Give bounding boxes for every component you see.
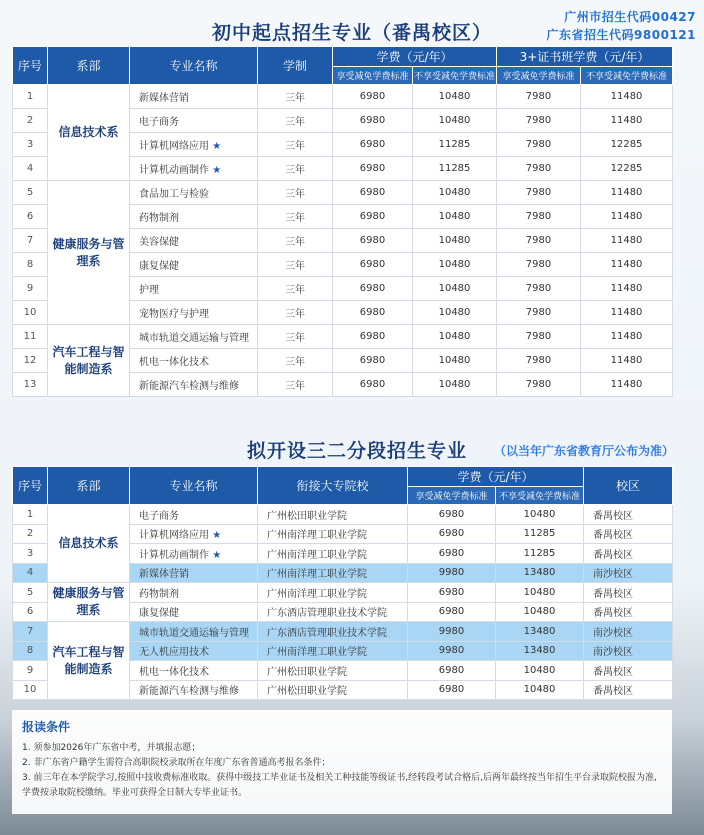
- fee-enjoy: 6980: [333, 85, 413, 109]
- cert-fee-enjoy: 7980: [497, 373, 581, 397]
- row-no: 5: [13, 181, 48, 205]
- major-name: [130, 349, 258, 373]
- fee-enjoy: 6980: [333, 253, 413, 277]
- row-no: 2: [13, 109, 48, 133]
- table-row: [13, 85, 673, 109]
- major-label: 无人机应用技术: [139, 647, 209, 659]
- table-row: [13, 181, 673, 205]
- system-years: 三年: [258, 85, 333, 109]
- cert-fee-not: 11480: [581, 205, 673, 229]
- system-years: 三年: [258, 301, 333, 325]
- college-name: 广州松田职业学院: [258, 680, 408, 700]
- campus-name: 南沙校区: [584, 622, 673, 642]
- cert-fee-enjoy: 7980: [497, 205, 581, 229]
- campus-name: 番禺校区: [584, 680, 673, 700]
- cert-fee-enjoy: 7980: [497, 277, 581, 301]
- major-label: 宠物医疗与护理: [139, 309, 209, 320]
- major-name: [130, 253, 258, 277]
- fee-enjoy: 9980: [408, 622, 496, 642]
- header2-campus: 校区: [584, 467, 673, 505]
- row-no: 3: [13, 544, 48, 564]
- cert-fee-enjoy: 7980: [497, 301, 581, 325]
- row-no: 6: [13, 205, 48, 229]
- fee-not: 10480: [496, 680, 584, 700]
- table-row: [13, 622, 673, 642]
- fee-not: 10480: [413, 109, 497, 133]
- fee-not: 10480: [413, 205, 497, 229]
- major-name: [130, 325, 258, 349]
- system-years: 三年: [258, 205, 333, 229]
- major-name: [130, 622, 258, 642]
- header2-college: 衔接大专院校: [258, 467, 408, 505]
- major-label: 康复保健: [139, 261, 179, 272]
- row-no: 13: [13, 373, 48, 397]
- fee-not: 10480: [413, 301, 497, 325]
- major-label: 计算机网络应用: [139, 530, 209, 542]
- section1-title: 初中起点招生专业（番禺校区）: [211, 22, 492, 44]
- fee-enjoy: 6980: [408, 680, 496, 700]
- table-row: [13, 325, 673, 349]
- major-label: 新媒体营销: [139, 93, 189, 104]
- major-label: 美容保健: [139, 237, 179, 248]
- major-name: [130, 157, 258, 181]
- cert-fee-not: 12285: [581, 157, 673, 181]
- fee-enjoy: 6980: [333, 205, 413, 229]
- major-name: [130, 109, 258, 133]
- fee-enjoy: 6980: [333, 133, 413, 157]
- fee-enjoy: 9980: [408, 641, 496, 661]
- system-years: 三年: [258, 157, 333, 181]
- fee-enjoy: 6980: [408, 602, 496, 622]
- major-label: 新能源汽车检测与维修: [139, 686, 239, 698]
- system-years: 三年: [258, 325, 333, 349]
- major-name: [130, 133, 258, 157]
- college-name: 广州南洋理工职业学院: [258, 583, 408, 603]
- condition-2: 2. 非广东省户籍学生需符合高职院校录取所在年度广东省普通高考报名条件；: [22, 758, 331, 768]
- major-label: 药物制剂: [139, 213, 179, 224]
- department-cell: 信息技术系: [48, 85, 130, 181]
- campus-name: 番禺校区: [584, 524, 673, 544]
- fee-enjoy: 6980: [408, 524, 496, 544]
- major-label: 计算机网络应用: [139, 141, 209, 152]
- fee-not: 10480: [496, 661, 584, 681]
- system-years: 三年: [258, 181, 333, 205]
- major-label: 城市轨道交通运输与管理: [139, 333, 249, 344]
- row-no: 1: [13, 85, 48, 109]
- fee-enjoy: 6980: [408, 505, 496, 525]
- college-name: 广州南洋理工职业学院: [258, 544, 408, 564]
- major-name: [130, 505, 258, 525]
- major-name: [130, 680, 258, 700]
- fee-not: 13480: [496, 641, 584, 661]
- header-fee-enjoy: 享受减免学费标准: [333, 67, 413, 85]
- header-major: 专业名称: [130, 47, 258, 85]
- cert-fee-not: 11480: [581, 181, 673, 205]
- major-label: 机电一体化技术: [139, 357, 209, 368]
- major-name: [130, 641, 258, 661]
- condition-1: 1. 须参加2026年广东省中考，并填报志愿；: [22, 743, 201, 753]
- junior-majors-table: [12, 46, 673, 397]
- cert-fee-enjoy: 7980: [497, 349, 581, 373]
- row-no: 4: [13, 157, 48, 181]
- department-cell: 健康服务与管理系: [48, 181, 130, 325]
- campus-name: 番禺校区: [584, 544, 673, 564]
- fee-enjoy: 6980: [333, 325, 413, 349]
- fee-enjoy: 6980: [333, 157, 413, 181]
- fee-not: 13480: [496, 563, 584, 583]
- major-name: [130, 602, 258, 622]
- row-no: 10: [13, 680, 48, 700]
- fee-enjoy: 6980: [333, 373, 413, 397]
- department-cell: 信息技术系: [48, 505, 130, 583]
- fee-enjoy: 6980: [408, 544, 496, 564]
- major-name: [130, 661, 258, 681]
- major-label: 计算机动画制作: [139, 165, 209, 176]
- fee-not: 10480: [413, 181, 497, 205]
- star-icon: ★: [212, 141, 222, 152]
- header-no: 序号: [13, 47, 48, 85]
- header-cert-enjoy: 享受减免学费标准: [497, 67, 581, 85]
- table-row: [13, 583, 673, 603]
- cert-fee-not: 11480: [581, 109, 673, 133]
- system-years: 三年: [258, 253, 333, 277]
- campus-name: 番禺校区: [584, 505, 673, 525]
- fee-not: 11285: [413, 157, 497, 181]
- row-no: 12: [13, 349, 48, 373]
- major-label: 电子商务: [139, 510, 179, 522]
- header2-no: 序号: [13, 467, 48, 505]
- fee-not: 11285: [496, 524, 584, 544]
- campus-name: 南沙校区: [584, 563, 673, 583]
- conditions-title: 报读条件: [22, 720, 71, 734]
- fee-not: 11285: [496, 544, 584, 564]
- major-name: [130, 229, 258, 253]
- cert-fee-enjoy: 7980: [497, 85, 581, 109]
- header2-dept: 系部: [48, 467, 130, 505]
- fee-enjoy: 9980: [408, 563, 496, 583]
- row-no: 10: [13, 301, 48, 325]
- major-name: [130, 277, 258, 301]
- fee-not: 10480: [413, 277, 497, 301]
- row-no: 8: [13, 641, 48, 661]
- row-no: 3: [13, 133, 48, 157]
- header-fee-not: 不享受减免学费标准: [413, 67, 497, 85]
- system-years: 三年: [258, 373, 333, 397]
- row-no: 9: [13, 277, 48, 301]
- row-no: 11: [13, 325, 48, 349]
- major-name: [130, 563, 258, 583]
- fee-enjoy: 6980: [333, 181, 413, 205]
- cert-fee-not: 11480: [581, 301, 673, 325]
- fee-not: 10480: [496, 583, 584, 603]
- guangdong-code: 广东省招生代码9800121: [546, 28, 696, 42]
- three-two-majors-table: [12, 466, 673, 700]
- header-system: 学制: [258, 47, 333, 85]
- row-no: 4: [13, 563, 48, 583]
- row-no: 9: [13, 661, 48, 681]
- fee-not: 10480: [496, 505, 584, 525]
- fee-not: 10480: [413, 373, 497, 397]
- cert-fee-not: 12285: [581, 133, 673, 157]
- system-years: 三年: [258, 109, 333, 133]
- system-years: 三年: [258, 277, 333, 301]
- cert-fee-not: 11480: [581, 253, 673, 277]
- major-label: 新媒体营销: [139, 569, 189, 581]
- row-no: 7: [13, 622, 48, 642]
- college-name: 广州松田职业学院: [258, 661, 408, 681]
- major-label: 电子商务: [139, 117, 179, 128]
- cert-fee-enjoy: 7980: [497, 181, 581, 205]
- fee-not: 10480: [413, 349, 497, 373]
- major-name: [130, 301, 258, 325]
- header2-fee-enjoy: 享受减免学费标准: [408, 487, 496, 505]
- major-label: 计算机动画制作: [139, 549, 209, 561]
- campus-name: 番禺校区: [584, 661, 673, 681]
- major-label: 食品加工与检验: [139, 189, 209, 200]
- major-label: 护理: [139, 285, 159, 296]
- system-years: 三年: [258, 133, 333, 157]
- cert-fee-enjoy: 7980: [497, 109, 581, 133]
- fee-not: 11285: [413, 133, 497, 157]
- header-fee: 学费（元/年）: [333, 47, 497, 67]
- cert-fee-not: 11480: [581, 349, 673, 373]
- major-name: [130, 85, 258, 109]
- star-icon: ★: [212, 549, 222, 561]
- condition-3: 3. 前三年在本学院学习,按照中技收费标准收取。获得中级技工毕业证书及相关工种技能等级证书,经转段考试合格后,后两年最终按当年招生平台录取院校报为准,学费按录取院校缴纳。毕业可获得全日制大专毕业证书。: [22, 773, 657, 798]
- fee-enjoy: 6980: [333, 349, 413, 373]
- cert-fee-enjoy: 7980: [497, 133, 581, 157]
- fee-not: 10480: [413, 325, 497, 349]
- college-name: 广州南洋理工职业学院: [258, 641, 408, 661]
- header-dept: 系部: [48, 47, 130, 85]
- cert-fee-not: 11480: [581, 325, 673, 349]
- fee-not: 10480: [413, 253, 497, 277]
- major-label: 机电一体化技术: [139, 666, 209, 678]
- cert-fee-not: 11480: [581, 85, 673, 109]
- campus-name: 番禺校区: [584, 602, 673, 622]
- row-no: 2: [13, 524, 48, 544]
- row-no: 1: [13, 505, 48, 525]
- major-name: [130, 373, 258, 397]
- section2-title: 拟开设三二分段招生专业: [247, 440, 468, 462]
- row-no: 5: [13, 583, 48, 603]
- fee-not: 13480: [496, 622, 584, 642]
- college-name: 广东酒店管理职业技术学院: [258, 602, 408, 622]
- header2-fee-not: 不享受减免学费标准: [496, 487, 584, 505]
- campus-name: 番禺校区: [584, 583, 673, 603]
- section2-note: （以当年广东省教育厅公布为准）: [494, 444, 675, 458]
- department-cell: 汽车工程与智能制造系: [48, 622, 130, 700]
- campus-name: 南沙校区: [584, 641, 673, 661]
- major-name: [130, 524, 258, 544]
- header2-major: 专业名称: [130, 467, 258, 505]
- college-name: 广州南洋理工职业学院: [258, 524, 408, 544]
- cert-fee-not: 11480: [581, 373, 673, 397]
- major-label: 药物制剂: [139, 588, 179, 600]
- header2-fee: 学费（元/年）: [408, 467, 584, 487]
- cert-fee-enjoy: 7980: [497, 229, 581, 253]
- cert-fee-enjoy: 7980: [497, 325, 581, 349]
- college-name: 广州南洋理工职业学院: [258, 563, 408, 583]
- cert-fee-not: 11480: [581, 229, 673, 253]
- department-cell: 健康服务与管理系: [48, 583, 130, 622]
- college-name: 广东酒店管理职业技术学院: [258, 622, 408, 642]
- cert-fee-enjoy: 7980: [497, 157, 581, 181]
- cert-fee-enjoy: 7980: [497, 253, 581, 277]
- fee-enjoy: 6980: [408, 661, 496, 681]
- fee-enjoy: 6980: [408, 583, 496, 603]
- fee-not: 10480: [413, 229, 497, 253]
- cert-fee-not: 11480: [581, 277, 673, 301]
- major-label: 城市轨道交通运输与管理: [139, 627, 249, 639]
- major-name: [130, 583, 258, 603]
- row-no: 6: [13, 602, 48, 622]
- major-label: 新能源汽车检测与维修: [139, 381, 239, 392]
- header-cert-fee: 3+证书班学费（元/年）: [497, 47, 673, 67]
- guangzhou-code: 广州市招生代码00427: [564, 10, 696, 24]
- fee-enjoy: 6980: [333, 301, 413, 325]
- fee-not: 10480: [413, 85, 497, 109]
- major-label: 康复保健: [139, 608, 179, 620]
- system-years: 三年: [258, 349, 333, 373]
- row-no: 8: [13, 253, 48, 277]
- table-row: [13, 505, 673, 525]
- major-name: [130, 181, 258, 205]
- row-no: 7: [13, 229, 48, 253]
- fee-enjoy: 6980: [333, 277, 413, 301]
- enrollment-conditions: [12, 710, 672, 814]
- major-name: [130, 544, 258, 564]
- fee-enjoy: 6980: [333, 229, 413, 253]
- header-cert-not: 不享受减免学费标准: [581, 67, 673, 85]
- fee-not: 10480: [496, 602, 584, 622]
- department-cell: 汽车工程与智能制造系: [48, 325, 130, 397]
- major-name: [130, 205, 258, 229]
- star-icon: ★: [212, 530, 222, 542]
- system-years: 三年: [258, 229, 333, 253]
- star-icon: ★: [212, 165, 222, 176]
- fee-enjoy: 6980: [333, 109, 413, 133]
- college-name: 广州松田职业学院: [258, 505, 408, 525]
